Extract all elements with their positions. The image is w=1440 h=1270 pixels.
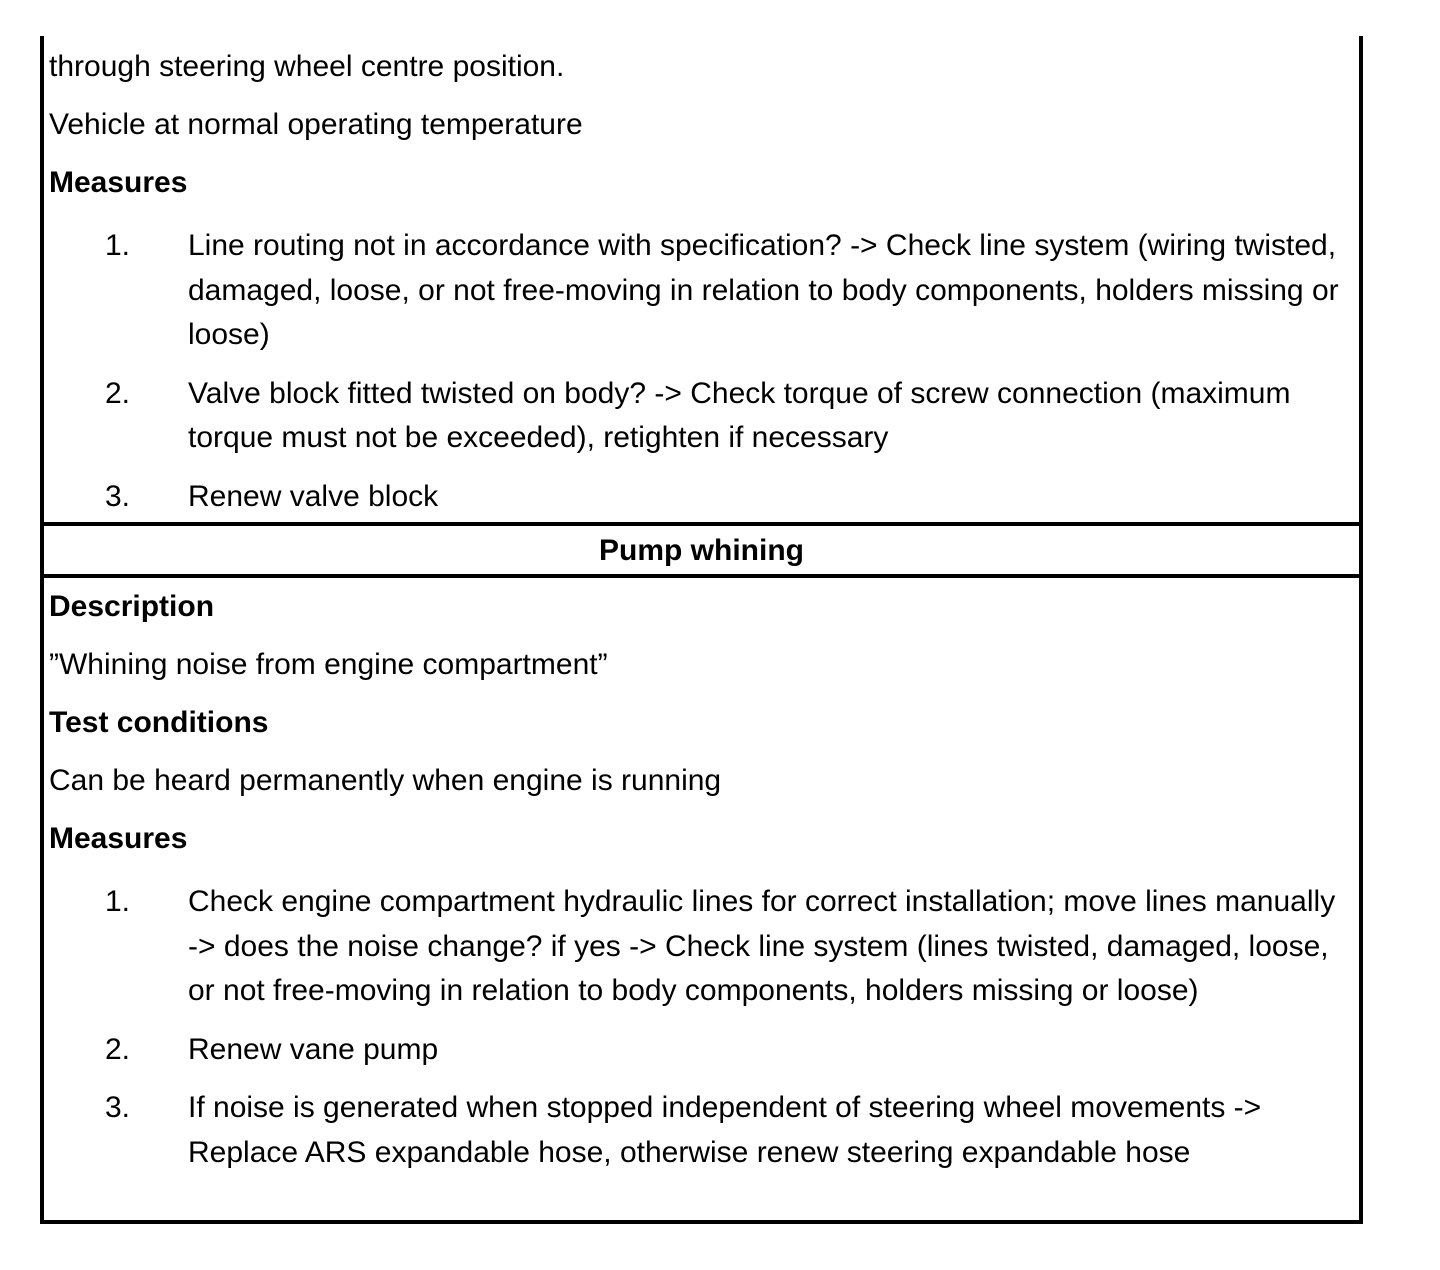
item-text: Check engine compartment hydraulic lines for correct installation; move lines manually -> does the noise change? if yes -> Check line system (lines twisted, damaged, loose, or not free-moving in relation to body components, holders missing or loose) [188,885,1336,1007]
description-text: ”Whining noise from engine compartment” [49,648,608,681]
list-item [49,475,1359,520]
section-title: Pump whining [44,522,1359,578]
item-text: Line routing not in accordance with specification? -> Check line system (wiring twisted, damaged, loose, or not free-moving in relation to body components, holders missing or loose) [188,229,1339,351]
measures-list [49,880,1359,1175]
previous-fault-section [44,36,1359,522]
measures-list [49,224,1359,519]
item-number: 2. [105,376,131,410]
item-number: 1. [105,229,131,262]
condition-text: Vehicle at normal operating temperature [49,108,583,141]
troubleshooting-table [40,36,1363,1224]
item-number: 1. [105,885,131,918]
list-item [49,880,1359,1014]
item-text: Renew valve block [188,479,439,513]
list-item [49,1086,1359,1175]
list-item [49,1028,1359,1073]
test-conditions-heading: Test conditions [49,706,269,739]
test-conditions-text: Can be heard permanently when engine is running [49,764,722,797]
item-number: 2. [105,1032,131,1066]
pump-whining-section [44,578,1359,1220]
list-item [49,224,1359,358]
item-number: 3. [105,1091,131,1124]
item-number: 3. [105,479,131,513]
condition-text: through steering wheel centre position. [49,50,565,83]
measures-heading: Measures [49,166,188,199]
item-text: If noise is generated when stopped independent of steering wheel movements -> Replace ARS expandable hose, otherwise renew steering expandable hose [188,1091,1262,1169]
measures-heading: Measures [49,822,188,855]
list-item [49,372,1359,461]
item-text: Valve block fitted twisted on body? -> Check torque of screw connection (maximum torque must not be exceeded), retighten if necessary [188,376,1291,454]
description-heading: Description [49,590,215,623]
item-text: Renew vane pump [188,1032,439,1066]
